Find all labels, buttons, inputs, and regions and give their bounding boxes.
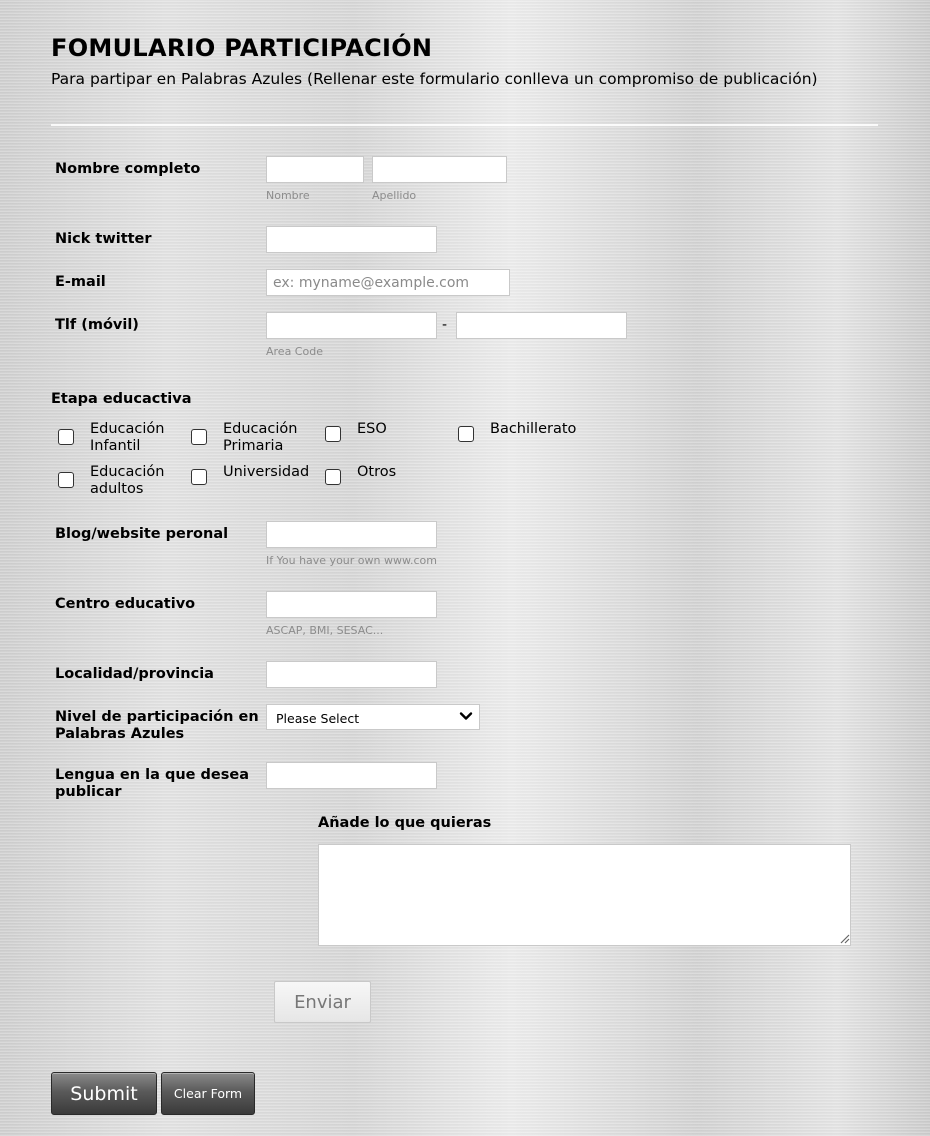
phone-area-code-input[interactable] bbox=[266, 312, 437, 339]
language-input[interactable] bbox=[266, 762, 437, 789]
enviar-button[interactable]: Enviar bbox=[274, 981, 371, 1023]
form-subtitle: Para partipar en Palabras Azules (Rellenar este formulario conlleva un compromiso de publicación) bbox=[51, 70, 818, 88]
phone-area-code-sublabel: Area Code bbox=[266, 345, 323, 358]
stage-label: Etapa educactiva bbox=[51, 391, 192, 407]
school-input[interactable] bbox=[266, 591, 437, 618]
school-label: Centro educativo bbox=[55, 596, 196, 612]
twitter-label: Nick twitter bbox=[55, 231, 152, 247]
blog-input[interactable] bbox=[266, 521, 437, 548]
blog-label: Blog/website peronal bbox=[55, 526, 229, 542]
email-label: E-mail bbox=[55, 274, 106, 290]
checkbox-educacion-primaria[interactable] bbox=[191, 429, 207, 445]
location-label: Localidad/provincia bbox=[55, 666, 214, 682]
checkbox-label-universidad: Universidad bbox=[223, 464, 310, 480]
checkbox-eso[interactable] bbox=[325, 426, 341, 442]
clear-form-button[interactable]: Clear Form bbox=[161, 1072, 255, 1115]
resize-grip-icon[interactable] bbox=[838, 932, 850, 944]
last-name-sublabel: Apellido bbox=[372, 189, 417, 202]
checkbox-otros[interactable] bbox=[325, 469, 341, 485]
language-label: Lengua en la que desea publicar bbox=[55, 767, 249, 800]
phone-separator: - bbox=[442, 317, 448, 333]
location-input[interactable] bbox=[266, 661, 437, 688]
form-title: FOMULARIO PARTICIPACIÓN bbox=[51, 34, 433, 62]
first-name-input[interactable] bbox=[266, 156, 364, 183]
twitter-input[interactable] bbox=[266, 226, 437, 253]
full-name-label: Nombre completo bbox=[55, 161, 201, 177]
blog-sublabel: If You have your own www.com bbox=[266, 554, 437, 567]
level-select[interactable] bbox=[266, 704, 480, 730]
checkbox-educacion-adultos[interactable] bbox=[58, 472, 74, 488]
checkbox-educacion-infantil[interactable] bbox=[58, 429, 74, 445]
school-sublabel: ASCAP, BMI, SESAC... bbox=[266, 624, 384, 637]
extra-label: Añade lo que quieras bbox=[318, 815, 492, 831]
submit-button[interactable]: Submit bbox=[51, 1072, 157, 1115]
checkbox-universidad[interactable] bbox=[191, 469, 207, 485]
phone-label: Tlf (móvil) bbox=[55, 317, 139, 333]
phone-number-input[interactable] bbox=[456, 312, 627, 339]
checkbox-bachillerato[interactable] bbox=[458, 426, 474, 442]
checkbox-label-educacion-primaria: Educación Primaria bbox=[223, 421, 298, 454]
level-select-value: Please Select bbox=[276, 711, 360, 726]
checkbox-label-educacion-infantil: Educación Infantil bbox=[90, 421, 165, 454]
checkbox-label-educacion-adultos: Educación adultos bbox=[90, 464, 165, 497]
first-name-sublabel: Nombre bbox=[266, 189, 310, 202]
level-label: Nivel de participación en Palabras Azules bbox=[55, 709, 259, 742]
checkbox-label-eso: ESO bbox=[357, 421, 387, 437]
last-name-input[interactable] bbox=[372, 156, 507, 183]
email-input[interactable] bbox=[266, 269, 510, 296]
checkbox-label-otros: Otros bbox=[357, 464, 397, 480]
extra-textarea[interactable] bbox=[318, 844, 851, 946]
checkbox-label-bachillerato: Bachillerato bbox=[490, 421, 577, 437]
chevron-down-icon bbox=[459, 709, 473, 723]
header-divider bbox=[51, 124, 878, 126]
